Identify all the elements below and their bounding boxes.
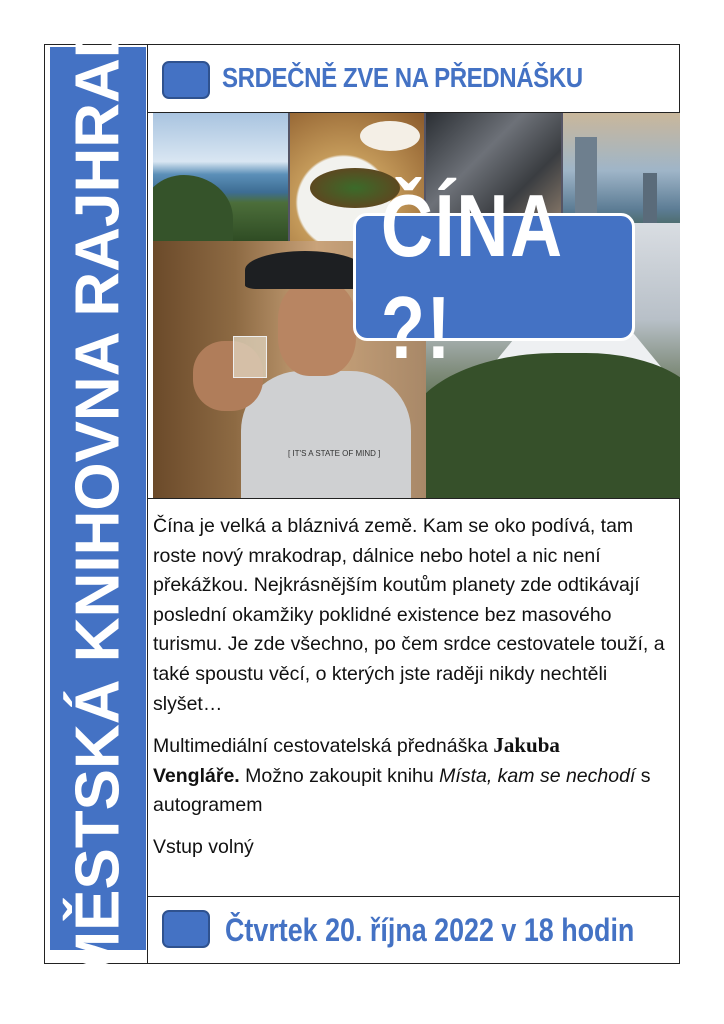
glass-icon bbox=[233, 336, 267, 378]
invite-heading: SRDEČNĚ ZVE NA PŘEDNÁŠKU bbox=[222, 62, 583, 93]
footer-divider bbox=[148, 896, 680, 897]
library-title: MĚSTSKÁ KNIHOVNA RAJHRAD bbox=[63, 13, 133, 983]
description-paragraph: Čína je velká a bláznivá země. Kam se oko podívá, tam roste nový mrakodrap, dálnice nebo hotel a nic není překážkou. Nejkrásnějším koutům planety zde odtikávají poslední okamžiky poklidné existence bez masového turismu. Je zde všechno, po čem srdce cestovatele touží, a také spoustu věcí, o kterých jste raději nikdy nechtěli slyšet… bbox=[153, 515, 665, 715]
man-face bbox=[278, 281, 356, 376]
sidebar-divider bbox=[147, 44, 148, 964]
lecture-mid: Možno zakoupit knihu bbox=[239, 764, 440, 787]
footer-bullet-icon bbox=[162, 910, 210, 948]
man-shirt bbox=[241, 371, 411, 498]
book-title: Místa, kam se nechodí bbox=[439, 764, 636, 787]
shirt-print: [ IT'S A STATE OF MIND ] bbox=[288, 449, 381, 458]
lecture-end: s autogramem bbox=[153, 764, 651, 817]
coast-photo bbox=[153, 113, 288, 241]
china-badge bbox=[353, 176, 635, 377]
cap-icon bbox=[245, 251, 365, 289]
header-bullet-icon bbox=[162, 61, 210, 99]
collage-divider bbox=[148, 498, 680, 499]
speaker-first-name: Jakuba bbox=[493, 733, 560, 758]
lecture-intro: Multimediální cestovatelská přednáška bbox=[153, 735, 494, 758]
speaker-last-name: Vengláře. bbox=[153, 764, 240, 787]
event-date: Čtvrtek 20. října 2022 v 18 hodin bbox=[225, 912, 635, 948]
description bbox=[153, 512, 673, 875]
badge-text: ČÍNA ?! bbox=[380, 176, 562, 377]
lecture-paragraph bbox=[153, 731, 673, 821]
entry-note: Vstup volný bbox=[153, 835, 254, 858]
